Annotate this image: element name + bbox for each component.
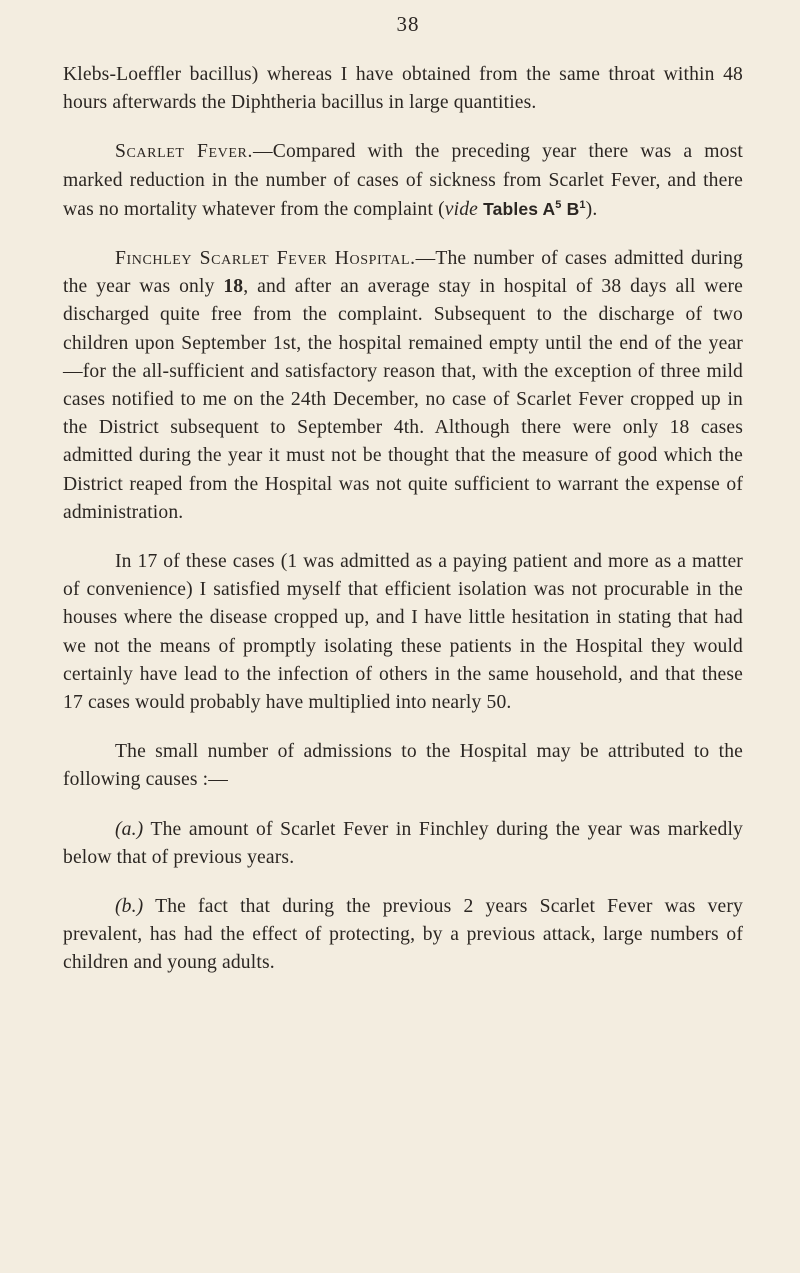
paragraph-scarlet-fever xyxy=(63,138,743,224)
cause-a-label: (a.) xyxy=(115,818,144,840)
cause-b-label: (b.) xyxy=(115,896,144,918)
section-heading-finchley-hospital: Finchley Scarlet Fever Hospital. xyxy=(115,248,416,270)
scarlet-fever-text: —Compared with the preceding year there was a most marked reduction in the number of cases of sickness from Scarlet Fever, and there was no mortality whatever from the complaint ( xyxy=(63,141,743,220)
cause-a xyxy=(63,816,743,872)
page-number: 38 xyxy=(396,12,420,36)
paragraph-isolation: In 17 of these cases (1 was admitted as a paying patient and more as a matter of convenience) I satisfied myself that efficient isolation was not procurable in the houses where the disease cropped up, and I have little hesitation in stating that had we not the means of promptly isolating these patients in the Hospital they would certainly have lead to the infection of others in the same household, and that these 17 cases would probably have multiplied into nearly 50. xyxy=(63,551,743,714)
tables-superscript-a: 5 xyxy=(555,198,562,211)
finchley-text-b: , and after an average stay in hospital of 38 days all were discharged quite free from the complaint. Subsequent to the discharge of two children upon September 1st, the hospital remained empty until the end of the year—for the all-sufficient and satisfactory reason that, with the exception of three mild cases notified to me on the 24th December, no case of Scarlet Fever cropped up in the District subsequent to September 4th. Although there were only 18 cases admitted during the year it must not be thought that the measure of good which the District reaped from the Hospital was not quite sufficient to warrant the expense of administration. xyxy=(63,276,743,523)
paragraph-small-number: The small number of admissions to the Hospital may be attributed to the following causes :— xyxy=(63,741,743,791)
paragraph-finchley-hospital xyxy=(63,245,743,527)
paragraph-diphtheria-continuation: Klebs-Loeffler bacillus) whereas I have obtained from the same throat within 48 hours afterwards the Diphtheria bacillus in large quantities. xyxy=(63,64,743,114)
tables-superscript-b: 1 xyxy=(579,198,586,211)
document-page xyxy=(63,12,743,999)
section-heading-scarlet-fever: Scarlet Fever. xyxy=(115,141,253,163)
tables-label: Tables A xyxy=(483,198,556,219)
cause-b xyxy=(63,893,743,978)
tables-label-b: B xyxy=(561,198,580,219)
cause-b-text: The fact that during the previous 2 years Scarlet Fever was very prevalent, has had the effect of protecting, by a previous attack, large numbers of children and young adults. xyxy=(63,896,743,974)
finchley-text-a: —The number of cases admitted during the year was only xyxy=(63,248,743,298)
admitted-count: 18 xyxy=(223,276,244,298)
cause-a-text: The amount of Scarlet Fever in Finchley during the year was markedly below that of previous years. xyxy=(63,818,743,868)
tables-reference xyxy=(483,199,586,219)
scarlet-fever-text-end: ). xyxy=(585,198,598,220)
vide-reference: vide xyxy=(444,198,479,220)
